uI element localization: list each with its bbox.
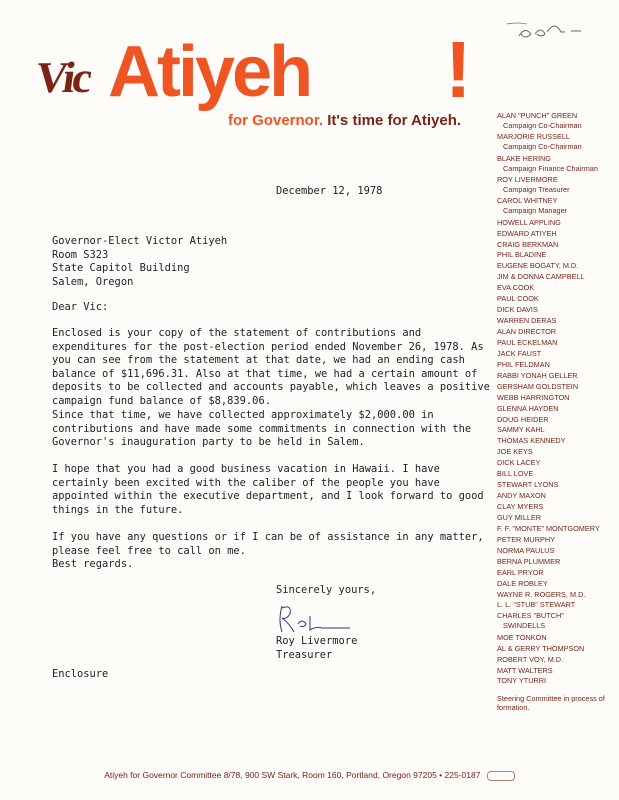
committee-member: BILL LOVE (497, 469, 534, 479)
committee-member: L. L. "STUB" STEWART (497, 600, 576, 610)
committee-role: Campaign Co-Chairman (503, 142, 582, 152)
address-line: Room S323 (52, 248, 109, 261)
committee-member: STEWART LYONS (497, 480, 559, 490)
committee-member: GLENNA HAYDEN (497, 403, 559, 413)
paragraph-2: Since that time, we have collected approximately $2,000.00 in contributions and have made some commitments in connection with the Governor's inauguration party to be held in Salem. (52, 409, 472, 449)
address-line: Salem, Oregon (52, 275, 134, 288)
handwritten-initials (505, 14, 595, 44)
committee-member: MARJORIE RUSSELL (497, 132, 570, 142)
signoff: Sincerely yours, (276, 584, 377, 596)
steering-committee-list (497, 111, 617, 713)
committee-member: BLAKE HERING (497, 153, 551, 163)
signer-name: Roy Livermore (276, 635, 358, 647)
committee-member: CAROL WHITNEY (497, 196, 558, 206)
letter-date: December 12, 1978 (276, 185, 383, 197)
committee-role: Campaign Treasurer (503, 184, 570, 194)
committee-member: PAUL COOK (497, 294, 539, 304)
committee-member: EUGENE BOGATY, M.D. (497, 261, 579, 271)
committee-member: DALE ROBLEY (497, 578, 548, 588)
committee-member: JIM & DONNA CAMPBELL (497, 272, 585, 282)
committee-member: PETER MURPHY (497, 534, 555, 544)
address-line: State Capitol Building (52, 262, 190, 275)
committee-member: DICK DAVIS (497, 305, 538, 315)
recipient-address (52, 235, 227, 289)
committee-member: PHIL BLADINE (497, 250, 547, 260)
closing: Best regards. (52, 558, 134, 570)
signer-block (276, 635, 357, 662)
committee-member: WEBB HARRINGTON (497, 392, 570, 402)
union-bug-icon (487, 771, 515, 781)
committee-member: MATT WALTERS (497, 665, 553, 675)
committee-member: F. F. "MONTE" MONTGOMERY (497, 523, 600, 533)
committee-member: NORMA PAULUS (497, 545, 555, 555)
enclosure-note: Enclosure (52, 668, 109, 680)
footer (0, 770, 619, 781)
logo-atiyeh: Atiyeh (108, 32, 311, 112)
committee-member: EARL PRYOR (497, 567, 544, 577)
committee-member: EDWARD ATIYEH (497, 228, 557, 238)
committee-member: ROBERT VOY, M.D. (497, 654, 564, 664)
committee-member: CHARLES "BUTCH" (497, 611, 564, 621)
footer-address: Atiyeh for Governor Committee 8/78, 900 SW Stark, Room 160, Portland, Oregon 97205 • 225-0187 (104, 770, 481, 780)
committee-note: Steering Committee in process of formation. (497, 694, 605, 713)
committee-member: ALAN "PUNCH" GREEN (497, 111, 578, 120)
committee-member: DOUG HEIDER (497, 414, 549, 424)
committee-member: JACK FAUST (497, 348, 542, 358)
committee-role: SWINDELLS (503, 621, 546, 631)
address-line: Governor-Elect Victor Atiyeh (52, 235, 228, 247)
paragraph-3: I hope that you had a good business vacation in Hawaii. I have certainly been excited with the caliber of the people you have appointed within the executive department, and I look forward to good things in the future. (52, 463, 484, 516)
handwritten-signature (276, 602, 366, 638)
logo-exclamation: ! (445, 25, 472, 114)
committee-member: EVA COOK (497, 283, 535, 293)
committee-member: RABBI YONAH GELLER (497, 370, 578, 380)
committee-member: ROY LIVERMORE (497, 174, 558, 184)
signer-title: Treasurer (276, 648, 333, 661)
logo-vic: Vic (32, 53, 93, 102)
salutation: Dear Vic: (52, 301, 109, 313)
committee-role: Campaign Finance Chairman (503, 163, 598, 173)
committee-member: SAMMY KAHL (497, 425, 545, 435)
committee-member: THOMAS KENNEDY (497, 436, 566, 446)
tagline-part1: for Governor. (228, 112, 324, 129)
committee-member: MOE TONKON (497, 632, 547, 642)
committee-member: GERSHAM GOLDSTEIN (497, 381, 579, 391)
tagline (228, 112, 461, 129)
tagline-part2: It's time for Atiyeh. (327, 112, 462, 129)
committee-role: Campaign Manager (503, 206, 568, 216)
committee-member: CRAIG BERKMAN (497, 239, 559, 249)
committee-member: WAYNE R. ROGERS, M.D. (497, 589, 586, 599)
committee-member: WARREN DERAS (497, 316, 557, 326)
committee-member: ANDY MAXON (497, 491, 546, 501)
committee-member: BERNA PLUMMER (497, 556, 561, 566)
committee-member: GUY MILLER (497, 512, 542, 522)
paragraph-1: Enclosed is your copy of the statement of contributions and expenditures for the post-election period ended November 26, 1978. As you can see from the statement at that date, we had an ending cash balance of $11,696.31. Also at that time, we had a certain amount of deposits to be collected and accounts payable, which leaves a positive campaign fund balance of $8,839.06. (52, 327, 490, 407)
committee-member: ALAN DIRECTOR (497, 327, 557, 337)
committee-member: TONY YTURRI (497, 676, 547, 686)
committee-member: AL & GERRY THOMPSON (497, 643, 585, 653)
committee-member: JOE KEYS (497, 447, 533, 457)
committee-member: DICK LACEY (497, 458, 541, 468)
committee-member: PAUL ECKELMAN (497, 337, 558, 347)
committee-role: Campaign Co-Chairman (503, 120, 582, 130)
paragraph-4: If you have any questions or if I can be of assistance in any matter, please feel free to call on me. (52, 531, 484, 557)
committee-member: PHIL FELDMAN (497, 359, 550, 369)
committee-member: CLAY MYERS (497, 502, 544, 512)
committee-member: HOWELL APPLING (497, 217, 561, 227)
